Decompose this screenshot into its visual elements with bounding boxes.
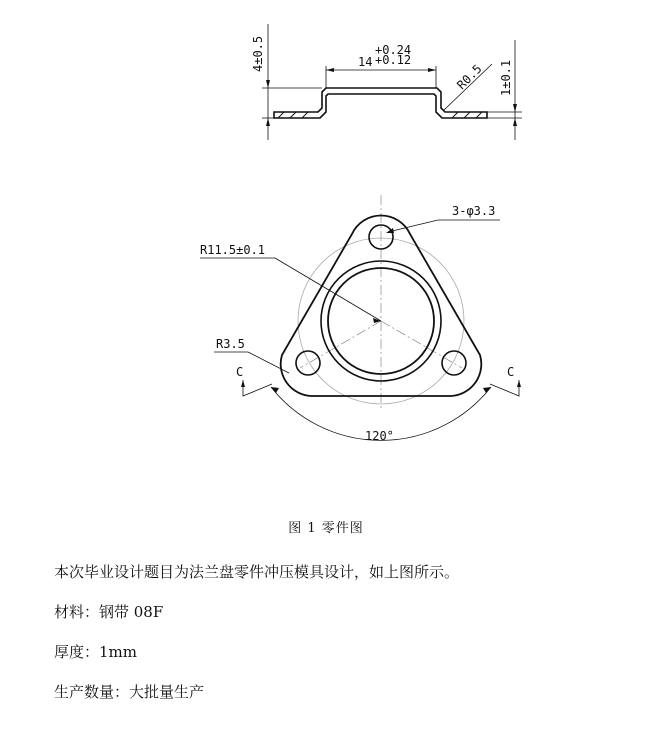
radius-dim-label: R0.5: [454, 61, 485, 93]
width-dim-label: 14: [358, 55, 373, 69]
inner-radius-dim-label: R11.5±0.1: [200, 243, 266, 257]
holes-dim-label: 3-φ3.3: [452, 204, 496, 218]
intro-paragraph: 本次毕业设计题目为法兰盘零件冲压模具设计，如上图所示。: [54, 563, 460, 581]
material-line: 材料：钢带 08F: [54, 603, 164, 621]
width-tol-lower: +0.12: [375, 53, 412, 67]
figure-caption: 图 1 零件图: [288, 521, 364, 536]
thickness-dim-label: 1±0.1: [499, 59, 513, 96]
width-tol-upper: +0.24: [375, 43, 412, 57]
angle-dim-label: 120°: [365, 429, 394, 443]
side-view-dimensions: [262, 24, 522, 140]
section-mark-left: C: [236, 365, 244, 379]
section-mark-right: C: [507, 365, 515, 379]
side-view: [274, 88, 487, 118]
bolt-hole-right: [442, 351, 466, 375]
corner-radius-dim-label: R3.5: [216, 337, 245, 351]
thickness-line: 厚度：1mm: [54, 643, 137, 661]
bolt-hole-left: [296, 351, 320, 375]
height-dim-label: 4±0.5: [251, 35, 265, 72]
production-line: 生产数量：大批量生产: [54, 683, 205, 701]
